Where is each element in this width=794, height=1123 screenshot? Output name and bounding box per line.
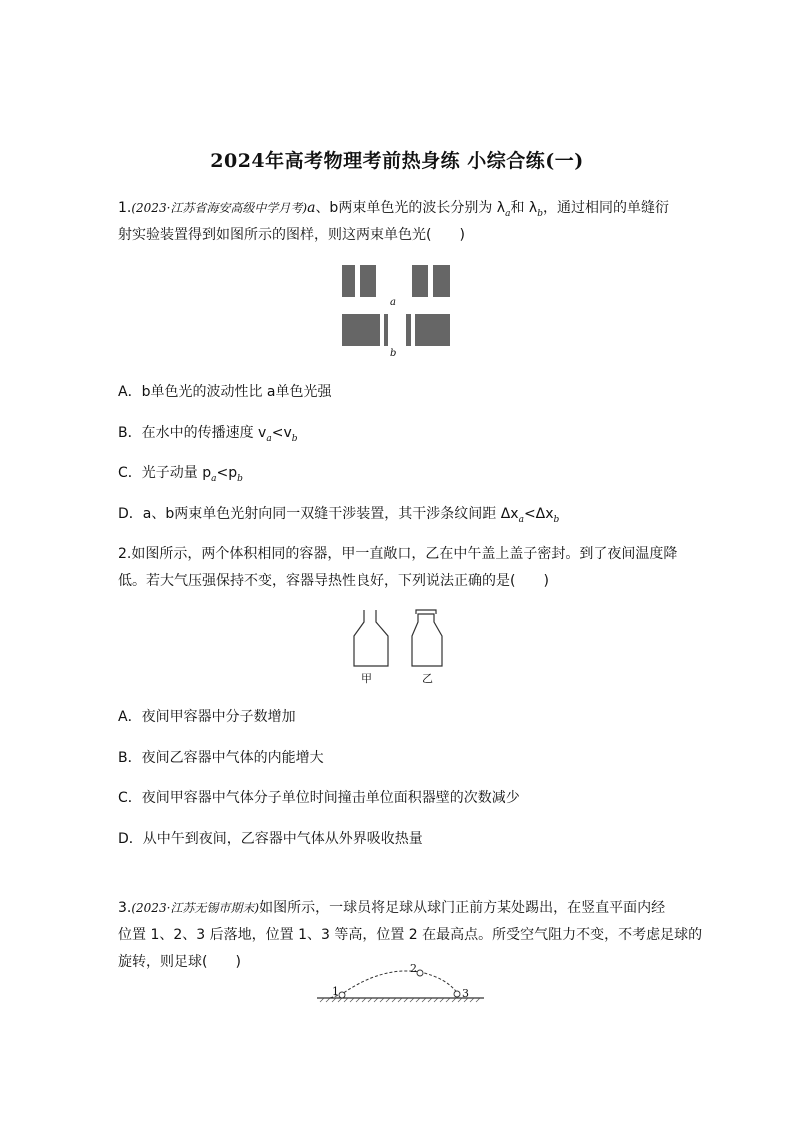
- q1-var-a: a: [307, 200, 316, 216]
- fig-label-a: a: [390, 297, 396, 308]
- pattern-b: [342, 314, 450, 346]
- diffraction-pattern-figure: [335, 262, 460, 362]
- q3-source: (2023·江苏无锡市期末): [131, 901, 260, 915]
- label-yi: 乙: [422, 672, 433, 685]
- container-yi: [412, 614, 442, 666]
- pattern-a: [342, 265, 450, 297]
- label-pos-1: 1: [332, 985, 339, 998]
- label-pos-3: 3: [462, 987, 469, 1000]
- q3-stem-line2: 位置 1、2、3 后落地，位置 1、3 等高，位置 2 在最高点。所受空气阻力不变，不考虑足球的: [118, 927, 703, 943]
- trajectory-path: [330, 971, 460, 998]
- q1-option-d: D．a、b两束单色光射向同一双缝干涉装置，其干涉条纹间距 $\Delta x_a<\Delta x_b$: [118, 506, 560, 525]
- q1-sub-a: a: [505, 208, 511, 219]
- q1-source: (2023·江苏省海安高级中学月考): [131, 201, 308, 215]
- ball-position-2: [417, 970, 423, 976]
- q2-stem-line2: 低。若大气压强保持不变，容器导热性良好，下列说法正确的是( ): [118, 573, 549, 589]
- q1-stem-line2: 射实验装置得到如图所示的图样，则这两束单色光( ): [118, 227, 465, 243]
- q3-stem-line3: 旋转，则足球( ): [118, 954, 241, 970]
- ball-position-3: [454, 991, 460, 997]
- container-jia: [354, 610, 388, 666]
- label-pos-2: 2: [410, 962, 417, 975]
- page-title: 2024年高考物理考前热身练 小综合练(一): [210, 150, 584, 172]
- q1-text-d: ，通过相同的单缝衍: [542, 200, 669, 216]
- label-jia: 甲: [361, 672, 372, 685]
- q1-option-b: B．在水中的传播速度 $v_a<v_b$: [118, 425, 298, 444]
- q1-text-c: 和 λ: [510, 200, 538, 216]
- q1-option-a: A．b单色光的波动性比 a单色光强: [118, 384, 332, 400]
- q1-stem-line1: [118, 198, 688, 224]
- q1-number: 1.: [118, 200, 132, 216]
- q2-stem-line1: 2.如图所示，两个体积相同的容器，甲一直敞口，乙在中午盖上盖子密封。到了夜间温度降: [118, 546, 678, 562]
- q2-option-d: D．从中午到夜间，乙容器中气体从外界吸收热量: [118, 831, 423, 847]
- ball-position-1: [339, 992, 345, 998]
- q3-stem-line1: 3.(2023·江苏无锡市期末)如图所示，一球员将足球从球门正前方某处踢出，在竖直平面内经: [118, 900, 666, 916]
- q2-option-c: C．夜间甲容器中气体分子单位时间撞击单位面积器壁的次数减少: [118, 790, 520, 806]
- containers-figure: [350, 608, 450, 670]
- q1-sub-b: b: [537, 208, 543, 219]
- football-trajectory-figure: [312, 958, 487, 1008]
- q2-option-b: B．夜间乙容器中气体的内能增大: [118, 750, 324, 766]
- q2-option-a: A．夜间甲容器中分子数增加: [118, 709, 296, 725]
- q1-option-c: C．光子动量 $p_a<p_b$: [118, 465, 243, 484]
- fig-label-b: b: [390, 348, 397, 359]
- q1-text-b: 、b两束单色光的波长分别为 λ: [315, 200, 506, 216]
